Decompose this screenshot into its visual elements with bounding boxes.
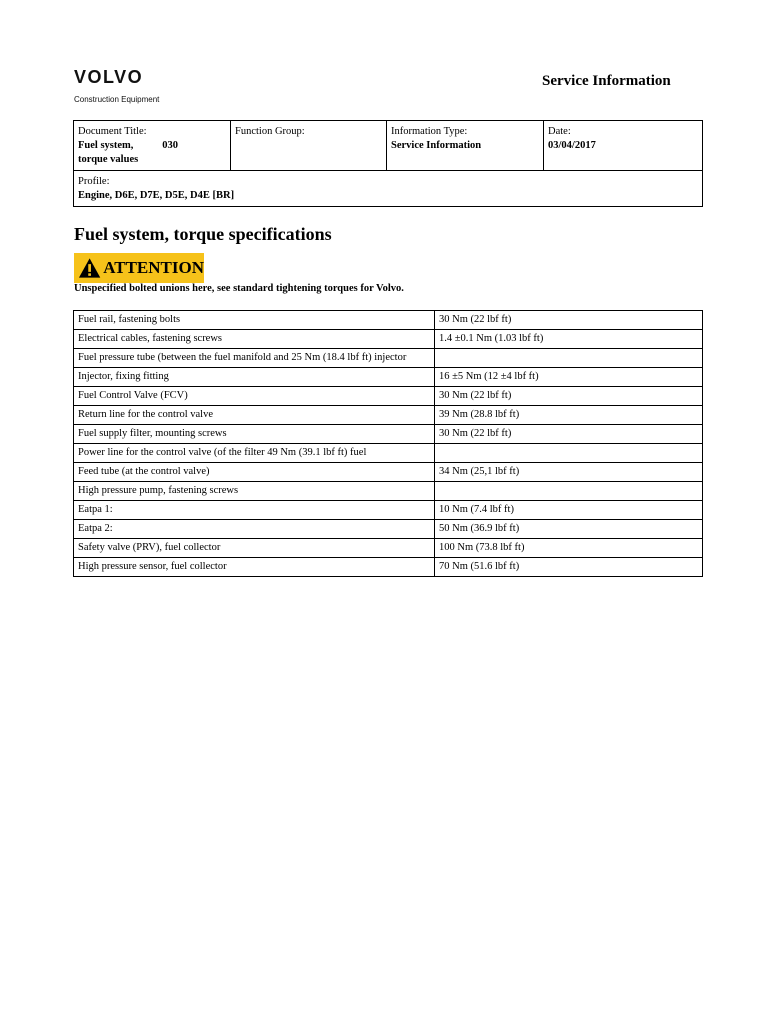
attention-banner [74,253,204,283]
table-row [74,349,703,368]
spec-description: Return line for the control valve [74,406,435,425]
function-group-cell [231,121,387,171]
service-title: Service Information [542,73,671,89]
spec-value: 30 Nm (22 lbf ft) [435,387,703,406]
table-row [74,539,703,558]
document-title-part-b: 030 [162,140,178,151]
profile-label: Profile: [78,176,110,187]
spec-description: Injector, fixing fitting [74,368,435,387]
attention-box [74,253,204,283]
warning-triangle-icon [78,257,101,279]
spec-description: Fuel Control Valve (FCV) [74,387,435,406]
spec-value: 50 Nm (36.9 lbf ft) [435,520,703,539]
document-title-part-a: Fuel system, [78,140,134,151]
information-type-cell [387,121,544,171]
spec-description: Fuel pressure tube (between the fuel manifold and 25 Nm (18.4 lbf ft) injector [74,349,435,368]
table-row [74,482,703,501]
spec-description: Electrical cables, fastening screws [74,330,435,349]
spec-value: 70 Nm (51.6 lbf ft) [435,558,703,577]
table-row [74,425,703,444]
spec-value: 30 Nm (22 lbf ft) [435,311,703,330]
torque-spec-body [74,311,703,577]
information-type-label: Information Type: [391,126,468,137]
table-row [74,368,703,387]
spec-value: 39 Nm (28.8 lbf ft) [435,406,703,425]
date-value: 03/04/2017 [548,140,596,151]
spec-value [435,349,703,368]
spec-description: High pressure pump, fastening screws [74,482,435,501]
spec-description: Feed tube (at the control valve) [74,463,435,482]
profile-cell [74,171,703,207]
table-row [74,387,703,406]
spec-description: Eatpa 2: [74,520,435,539]
page-title: Fuel system, torque specifications [74,224,332,244]
profile-row [74,171,703,207]
spec-value: 1.4 ±0.1 Nm (1.03 lbf ft) [435,330,703,349]
document-title-line1 [78,139,178,153]
spec-value: 10 Nm (7.4 lbf ft) [435,501,703,520]
date-label: Date: [548,126,571,137]
table-row [74,558,703,577]
spec-value: 100 Nm (73.8 lbf ft) [435,539,703,558]
document-title-label: Document Title: [78,126,147,137]
function-group-label: Function Group: [235,126,305,137]
profile-value: Engine, D6E, D7E, D5E, D4E [BR] [78,190,235,201]
document-info-table [73,120,703,207]
document-info-row [74,121,703,171]
table-row [74,311,703,330]
table-row [74,520,703,539]
spec-value [435,444,703,463]
date-cell [544,121,703,171]
spec-value: 34 Nm (25,1 lbf ft) [435,463,703,482]
spec-description: Fuel supply filter, mounting screws [74,425,435,444]
spec-description: High pressure sensor, fuel collector [74,558,435,577]
spec-value: 30 Nm (22 lbf ft) [435,425,703,444]
torque-spec-table [73,310,703,577]
spec-value: 16 ±5 Nm (12 ±4 lbf ft) [435,368,703,387]
table-row [74,501,703,520]
table-row [74,406,703,425]
brand-logo [74,68,159,104]
document-title-cell [74,121,231,171]
information-type-value: Service Information [391,140,482,151]
attention-label: ATTENTION [103,258,204,277]
spec-description: Power line for the control valve (of the filter 49 Nm (39.1 lbf ft) fuel [74,444,435,463]
spec-value [435,482,703,501]
spec-description: Fuel rail, fastening bolts [74,311,435,330]
table-row [74,444,703,463]
attention-note: Unspecified bolted unions here, see standard tightening torques for Volvo. [74,283,404,294]
document-title-line2: torque values [78,154,139,165]
spec-description: Eatpa 1: [74,501,435,520]
spec-description: Safety valve (PRV), fuel collector [74,539,435,558]
table-row [74,330,703,349]
table-row [74,463,703,482]
brand-subtitle: Construction Equipment [74,95,160,104]
brand-wordmark: VOLVO [74,67,144,87]
